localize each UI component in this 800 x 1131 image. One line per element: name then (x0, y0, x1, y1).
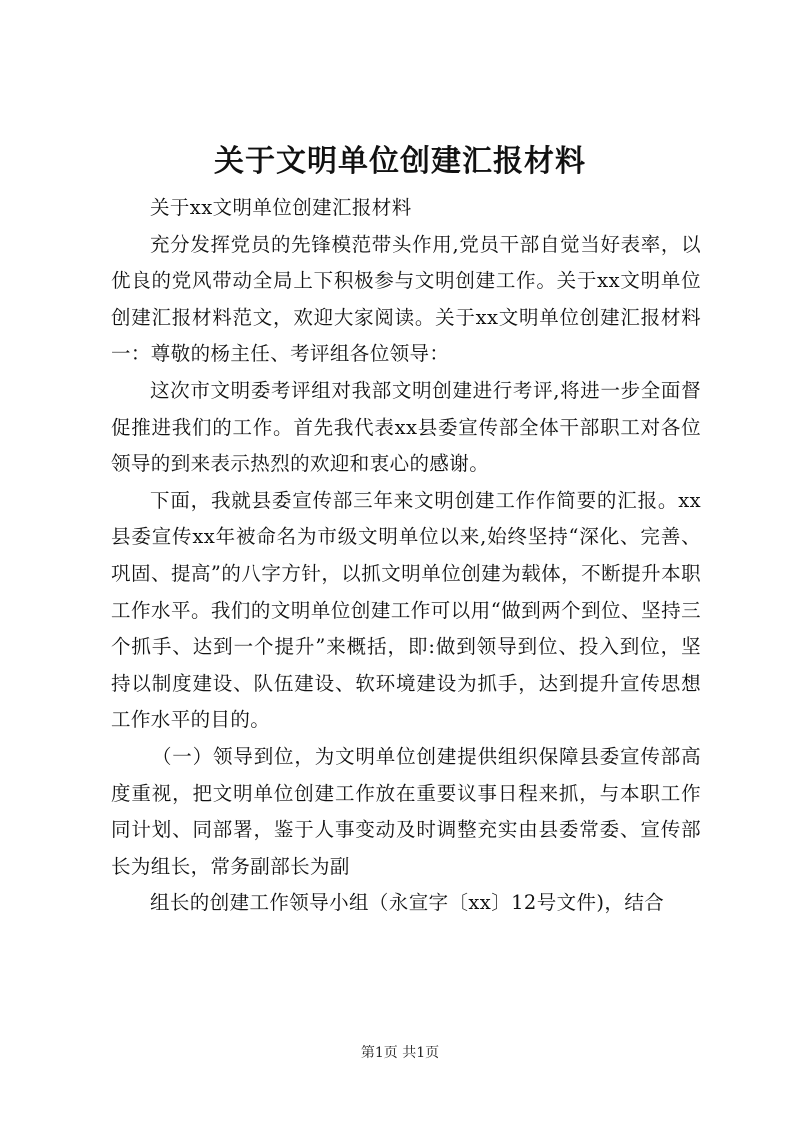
paragraph-welcome: 这次市文明委考评组对我部文明创建进行考评,将进一步全面督促推进我们的工作。首先我代表xx县委宣传部全体干部职工对各位领导的到来表示热烈的欢迎和衷心的感谢。 (111, 378, 701, 476)
document-title: 关于文明单位创建汇报材料 (214, 144, 586, 179)
paragraph-subtitle: 关于xx文明单位创建汇报材料 (150, 196, 412, 219)
paragraph-intro: 充分发挥党员的先锋模范带头作用,党员干部自觉当好表率，以优良的党风带动全局上下积极参与文明创建工作。关于xx文明单位创建汇报材料范文，欢迎大家阅读。关于xx文明单位创建汇报材料一：尊敬的杨主任、考评组各位领导： (111, 232, 701, 366)
paragraph-leadership: （一）领导到位，为文明单位创建提供组织保障县委宣传部高度重视，把文明单位创建工作放在重要议事日程来抓，与本职工作同计划、同部署，鉴于人事变动及时调整充实由县委常委、宣传部长为组长，常务副部长为副 (111, 744, 701, 878)
paragraph-summary: 下面，我就县委宣传部三年来文明创建工作作简要的汇报。xx县委宣传xx年被命名为市级文明单位以来,始终坚持“深化、完善、巩固、提高”的八字方针，以抓文明单位创建为载体，不断提升本职工作水平。我们的文明单位创建工作可以用“做到两个到位、坚持三个抓手、达到一个提升”来概括，即:做到领导到位、投入到位，坚持以制度建设、队伍建设、软环境建设为抓手，达到提升宣传思想工作水平的目的。 (111, 488, 701, 732)
paragraph-continuation: 组长的创建工作领导小组（永宣字〔xx〕12号文件)，结合 (150, 891, 665, 915)
document-body (111, 190, 701, 922)
page-footer: 第1页 共1页 (360, 1045, 440, 1061)
